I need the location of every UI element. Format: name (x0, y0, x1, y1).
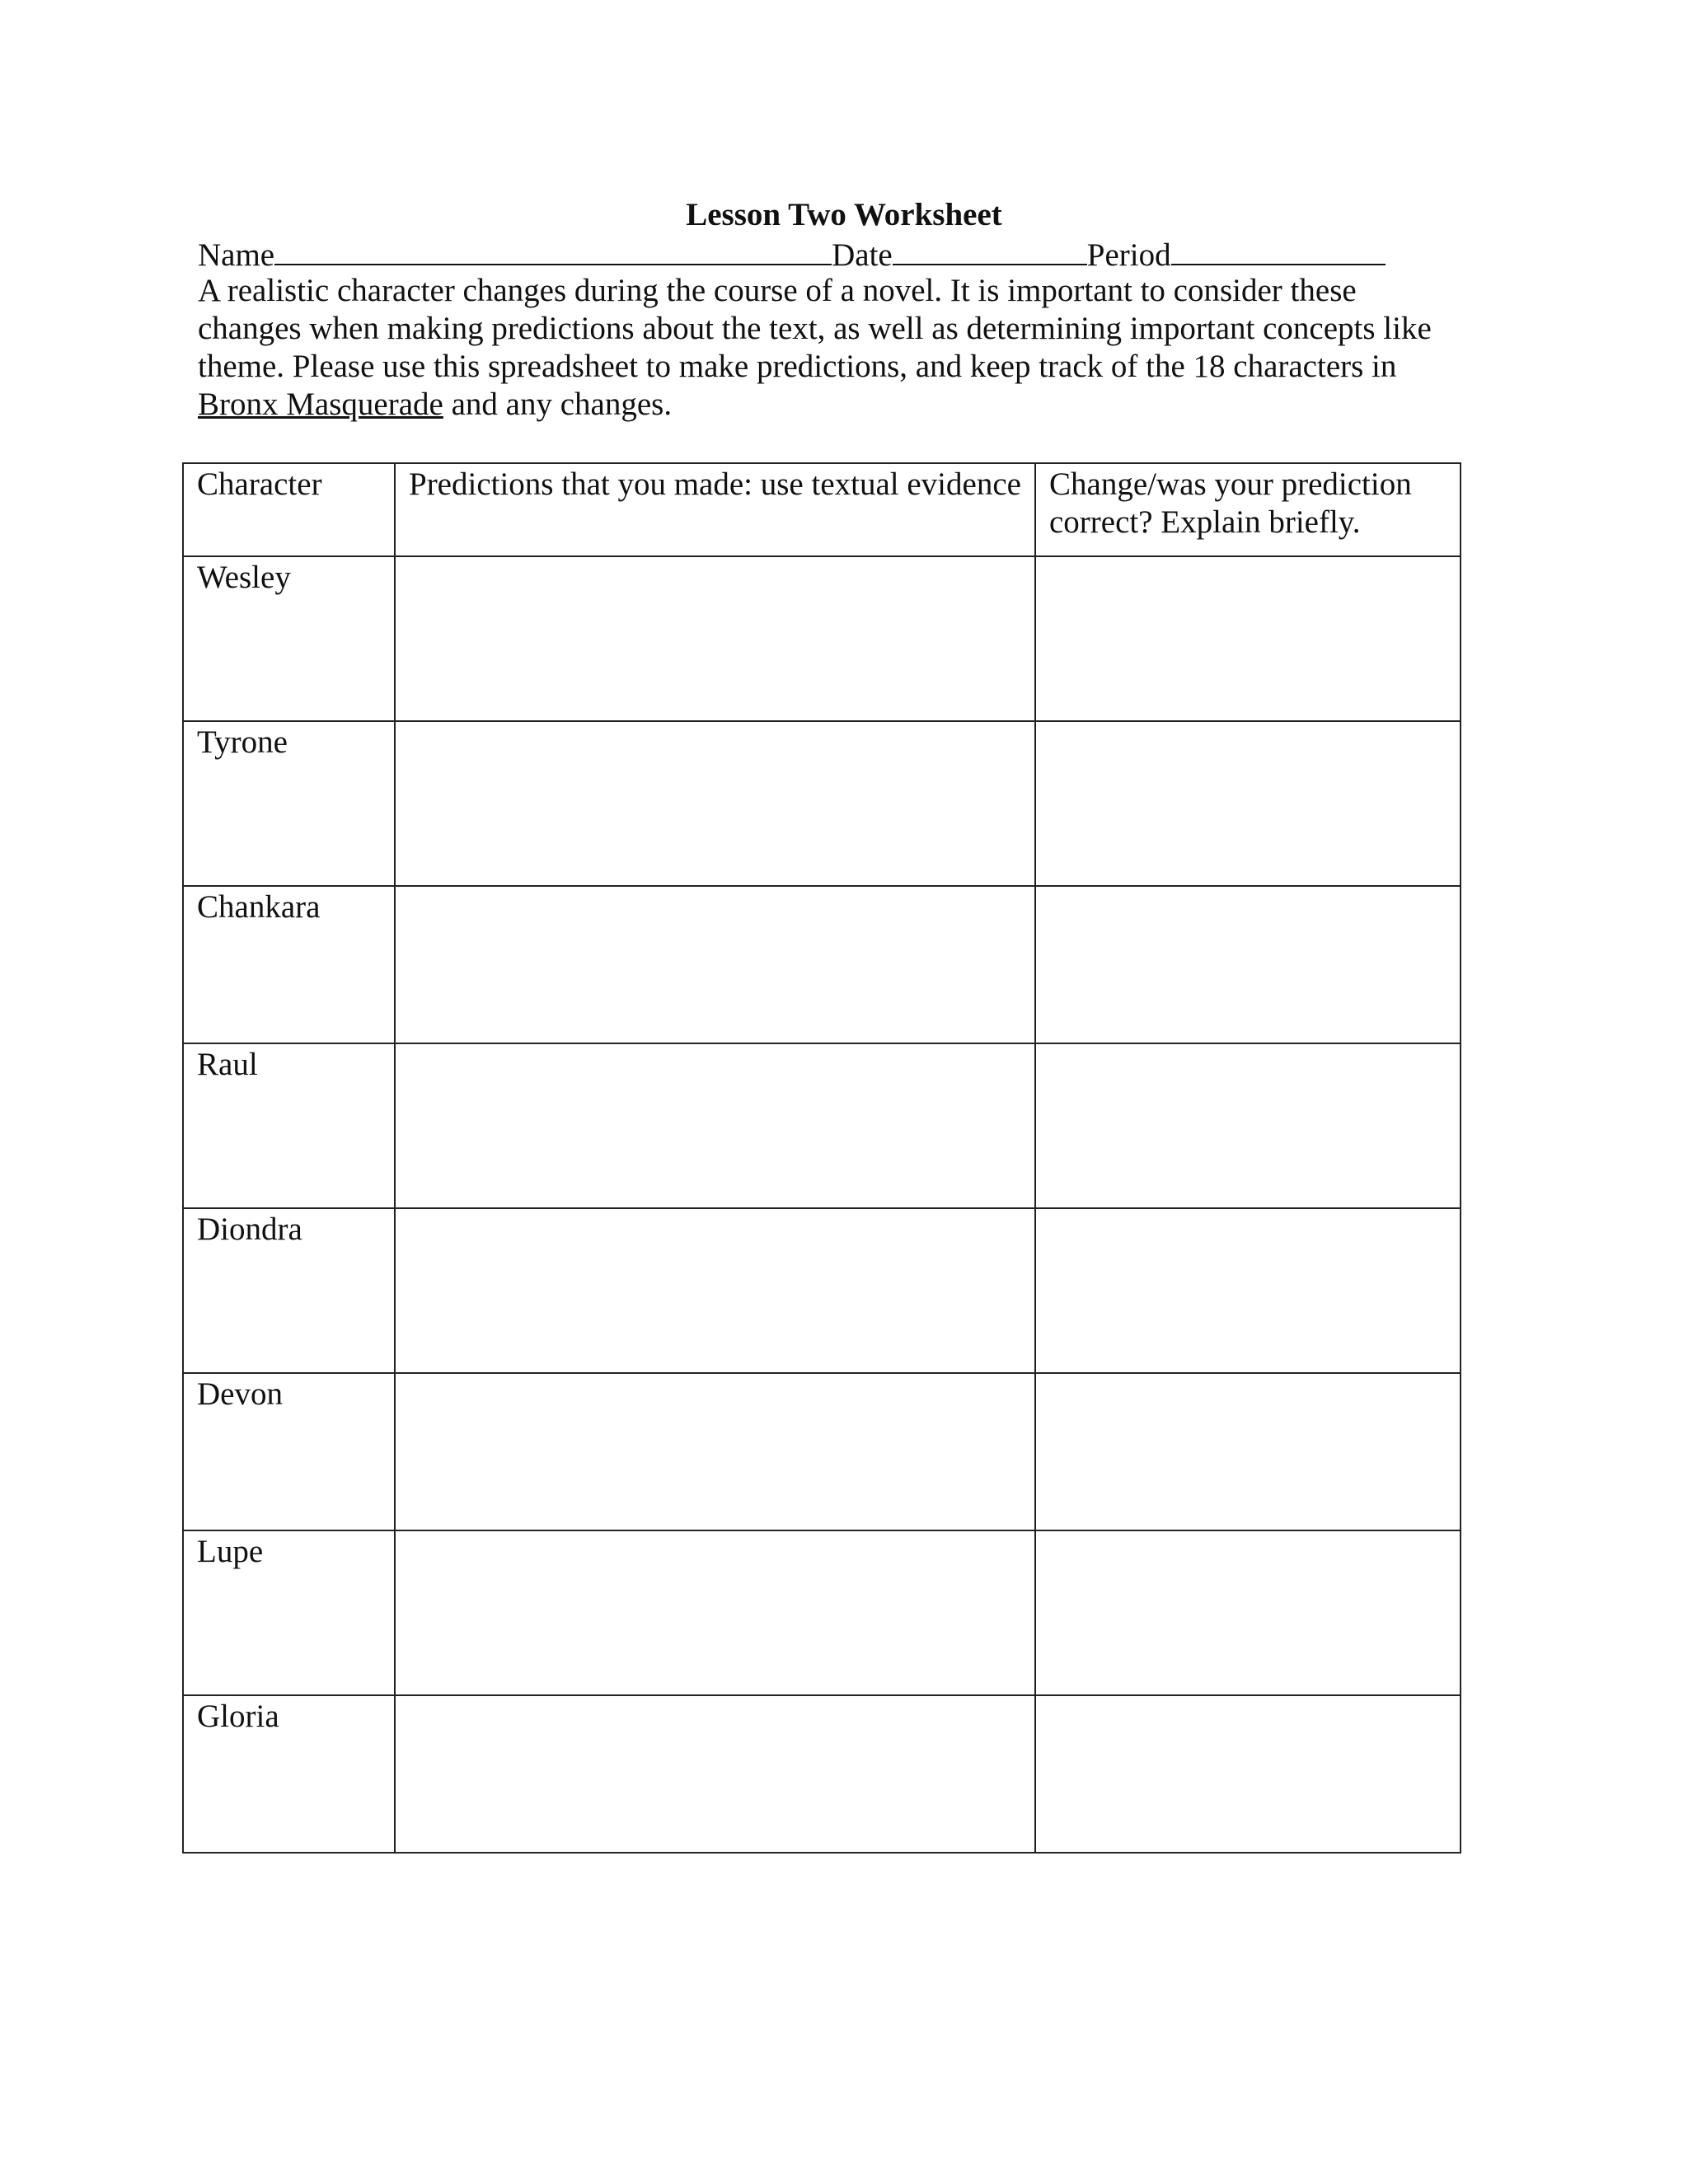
change-cell[interactable] (1035, 1373, 1461, 1530)
period-field[interactable] (1171, 234, 1386, 265)
character-name-cell: Lupe (183, 1530, 395, 1695)
prediction-cell[interactable] (395, 1043, 1035, 1208)
table-row (183, 1695, 1461, 1853)
prediction-cell[interactable] (395, 1208, 1035, 1373)
character-name-cell: Raul (183, 1043, 395, 1208)
character-name-cell: Chankara (183, 886, 395, 1043)
table-row (183, 1530, 1461, 1695)
prediction-cell[interactable] (395, 1373, 1035, 1530)
character-name-cell: Devon (183, 1373, 395, 1530)
change-cell[interactable] (1035, 1208, 1461, 1373)
prediction-cell[interactable] (395, 721, 1035, 886)
character-name-cell: Diondra (183, 1208, 395, 1373)
change-cell[interactable] (1035, 721, 1461, 886)
header-change: Change/was your prediction correct? Explain briefly. (1035, 463, 1461, 556)
change-cell[interactable] (1035, 556, 1461, 721)
instructions-line-end: and any changes. (443, 387, 673, 422)
table-row (183, 1208, 1461, 1373)
change-cell[interactable] (1035, 1695, 1461, 1853)
change-cell[interactable] (1035, 1530, 1461, 1695)
book-title: Bronx Masquerade (198, 387, 443, 422)
character-name-cell: Gloria (183, 1695, 395, 1853)
header-character: Character (183, 463, 395, 556)
table-row (183, 1043, 1461, 1208)
period-label: Period (1086, 237, 1171, 273)
instructions-line: changes when making predictions about the text, as well as determining important concepts like (198, 311, 1432, 346)
prediction-cell[interactable] (395, 886, 1035, 1043)
table-row (183, 556, 1461, 721)
date-field[interactable] (893, 234, 1087, 265)
table-row (183, 1373, 1461, 1530)
prediction-cell[interactable] (395, 1530, 1035, 1695)
prediction-cell[interactable] (395, 1695, 1035, 1853)
change-cell[interactable] (1035, 886, 1461, 1043)
instructions-paragraph (198, 272, 1484, 424)
instructions-line: A realistic character changes during the course of a novel. It is important to consider these (198, 273, 1357, 308)
header-predictions: Predictions that you made: use textual evidence (395, 463, 1035, 556)
character-tracker-table (182, 462, 1461, 1854)
instructions-line (198, 386, 1484, 424)
name-label: Name (198, 237, 275, 273)
table-row (183, 886, 1461, 1043)
table-row (183, 721, 1461, 886)
character-name-cell: Wesley (183, 556, 395, 721)
date-label: Date (832, 237, 893, 273)
worksheet-title: Lesson Two Worksheet (686, 197, 1002, 232)
instructions-line: theme. Please use this spreadsheet to make predictions, and keep track of the 18 characters in (198, 349, 1397, 384)
change-cell[interactable] (1035, 1043, 1461, 1208)
character-name-cell: Tyrone (183, 721, 395, 886)
table-header-row (183, 463, 1461, 556)
student-info-line (198, 234, 1386, 274)
name-field[interactable] (274, 234, 832, 265)
prediction-cell[interactable] (395, 556, 1035, 721)
